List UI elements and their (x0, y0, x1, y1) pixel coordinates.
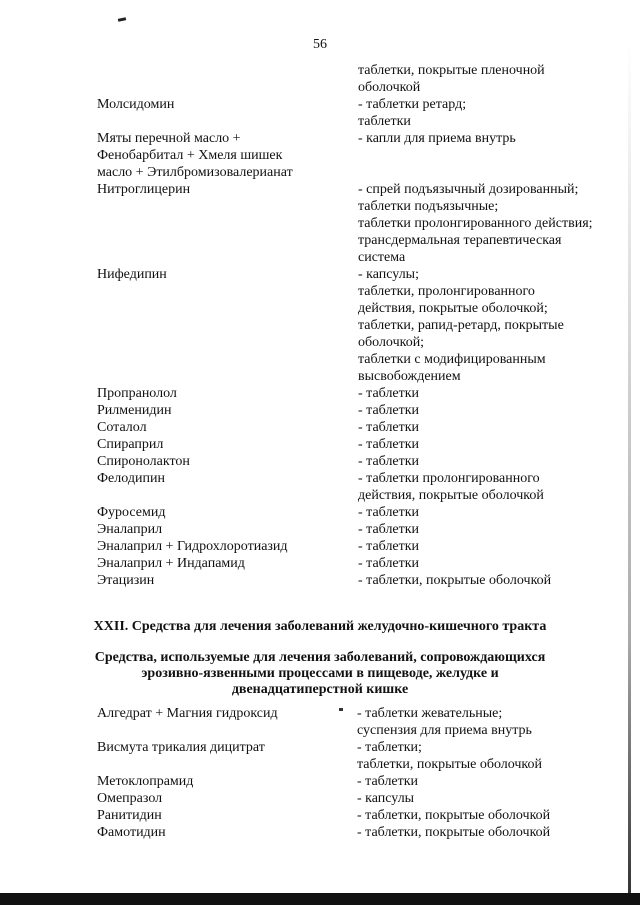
drug-name: Эналаприл (97, 522, 163, 537)
drug-row (0, 470, 640, 504)
dosage-form: - таблетки, покрытые оболочкой (357, 808, 551, 823)
drug-name: Висмута трикалия дицитрат (97, 740, 265, 755)
drug-row (0, 739, 640, 773)
subsection-heading: Средства, используемые для лечения заболеваний, сопровождающихся эрозивно-язвенными процессами в пищеводе, желудке и двенадцатиперстной кишке (94, 650, 546, 697)
drug-list-gastrointestinal (0, 705, 640, 841)
drug-name: Фамотидин (97, 825, 166, 840)
drug-name: Пропранолол (97, 386, 177, 401)
drug-name: Соталол (97, 420, 147, 435)
scan-edge-shadow (628, 40, 631, 895)
drug-row (0, 555, 640, 572)
drug-row (0, 773, 640, 790)
drug-row (0, 436, 640, 453)
dosage-form: - капли для приема внутрь (358, 131, 516, 146)
drug-row (0, 824, 640, 841)
drug-row (0, 504, 640, 521)
dosage-form: - таблетки (357, 774, 419, 789)
scan-bottom-border (0, 893, 640, 905)
drug-list-cardiovascular (0, 62, 640, 589)
drug-name: Спираприл (97, 437, 164, 452)
drug-name: Молсидомин (97, 97, 175, 112)
drug-name: Эналаприл + Гидрохлоротиазид (97, 539, 288, 554)
scan-speck (118, 17, 126, 22)
drug-row (0, 385, 640, 402)
drug-row (0, 807, 640, 824)
dosage-form: - капсулы; таблетки, пролонгированного действия, покрытые оболочкой; таблетки, рапид-ретард, покрытые оболочкой; таблетки с модифицированным высвобождением (358, 267, 564, 384)
dosage-form: - спрей подъязычный дозированный; таблетки подъязычные; таблетки пролонгированного действия; трансдермальная терапевтическая система (358, 182, 593, 265)
dosage-form: таблетки, покрытые пленочной оболочкой (358, 63, 545, 95)
dosage-form: - таблетки; таблетки, покрытые оболочкой (357, 740, 543, 772)
drug-name: Мяты перечной масло + Фенобарбитал + Хмеля шишек масло + Этилбромизовалерианат (97, 131, 293, 180)
dosage-form: - капсулы (357, 791, 415, 806)
drug-name: Нифедипин (97, 267, 167, 282)
drug-row (0, 266, 640, 385)
dosage-form: - таблетки пролонгированного действия, покрытые оболочкой (358, 471, 544, 503)
drug-name: Спиронолактон (97, 454, 190, 469)
dosage-form: - таблетки жевательные; суспензия для приема внутрь (357, 706, 532, 738)
dosage-form: - таблетки (358, 505, 420, 520)
drug-name: Фелодипин (97, 471, 165, 486)
drug-name: Эналаприл + Индапамид (97, 556, 245, 571)
drug-row (0, 538, 640, 555)
dosage-form: - таблетки (358, 420, 420, 435)
drug-row (0, 453, 640, 470)
drug-name: Ранитидин (97, 808, 162, 823)
dosage-form: - таблетки (358, 539, 420, 554)
dosage-form: - таблетки (358, 386, 420, 401)
drug-row (0, 181, 640, 266)
drug-row (0, 62, 640, 96)
dosage-form: - таблетки, покрытые оболочкой (357, 825, 551, 840)
drug-name: Рилменидин (97, 403, 172, 418)
dosage-form: - таблетки (358, 403, 420, 418)
section-heading: XXII. Средства для лечения заболеваний желудочно-кишечного тракта (93, 619, 547, 634)
drug-name: Нитроглицерин (97, 182, 191, 197)
drug-row (0, 130, 640, 181)
drug-name (0, 62, 358, 96)
dosage-form: - таблетки (358, 556, 420, 571)
drug-row (0, 96, 640, 130)
dosage-form: - таблетки (358, 454, 420, 469)
drug-row (0, 790, 640, 807)
drug-name: Фуросемид (97, 505, 166, 520)
drug-name: Омепразол (97, 791, 163, 806)
drug-name: Этацизин (97, 573, 155, 588)
dosage-form: - таблетки (358, 522, 420, 537)
drug-row (0, 705, 640, 739)
drug-row (0, 521, 640, 538)
dosage-form: - таблетки ретард; таблетки (358, 97, 467, 129)
drug-name: Метоклопрамид (97, 774, 194, 789)
page-number: 56 (313, 37, 327, 52)
dosage-form: - таблетки, покрытые оболочкой (358, 573, 552, 588)
drug-row (0, 402, 640, 419)
dosage-form: - таблетки (358, 437, 420, 452)
drug-row (0, 572, 640, 589)
drug-name: Алгедрат + Магния гидроксид (97, 706, 278, 721)
drug-row (0, 419, 640, 436)
